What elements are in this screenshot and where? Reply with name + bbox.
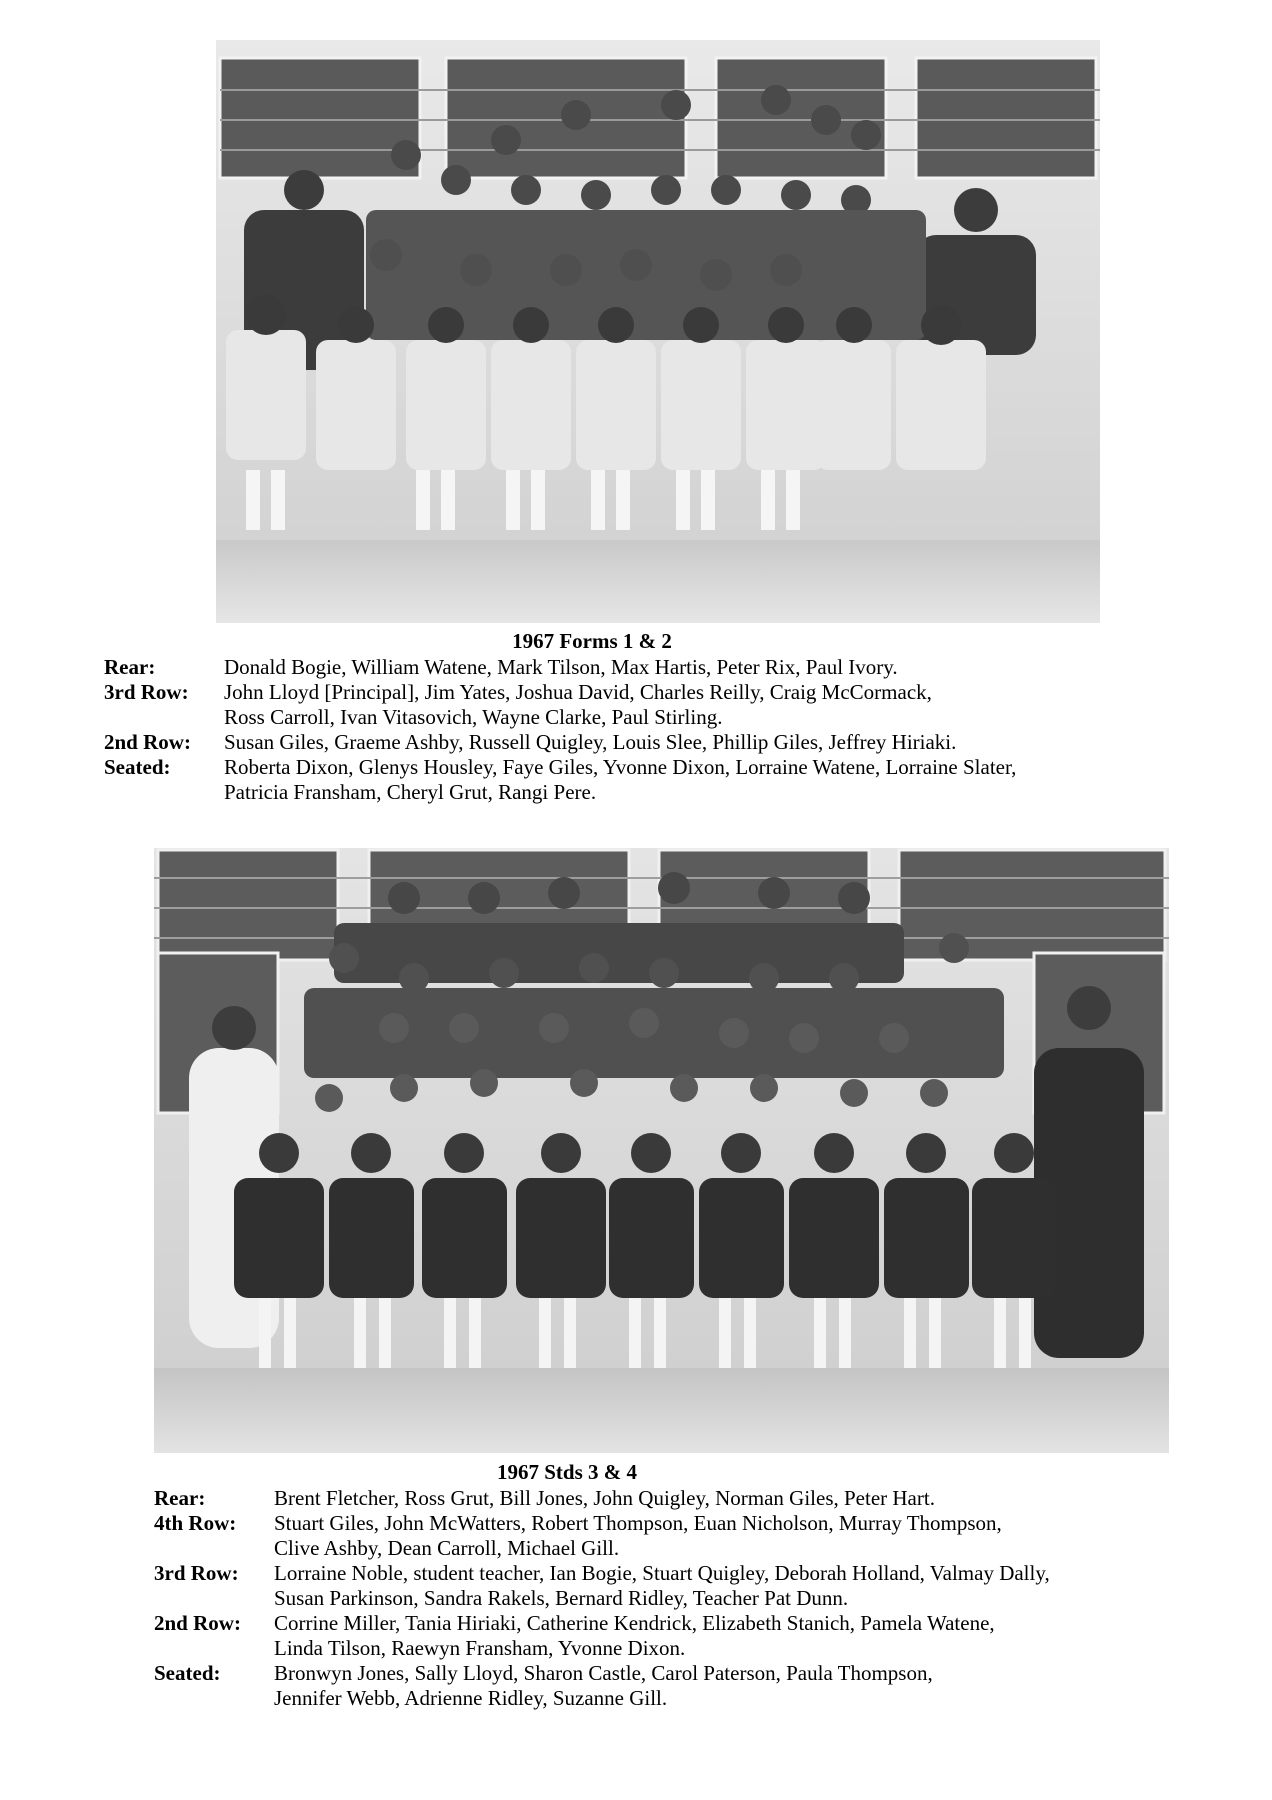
row-names: Stuart Giles, John McWatters, Robert Thompson, Euan Nicholson, Murray Thompson, (274, 1511, 1002, 1535)
row-separator: : (181, 680, 189, 704)
row-names: Susan Giles, Graeme Ashby, Russell Quigley, Louis Slee, Phillip Giles, Jeffrey Hiriaki. (224, 730, 957, 754)
caption-row (104, 730, 1224, 755)
caption-row (104, 655, 1224, 680)
row-names: Brent Fletcher, Ross Grut, Bill Jones, John Quigley, Norman Giles, Peter Hart. (274, 1486, 935, 1510)
caption-row (154, 1661, 1254, 1686)
row-label: 4th Row (154, 1511, 230, 1535)
row-separator: : (163, 755, 171, 779)
caption-title: 1967 Forms 1 & 2 (512, 629, 672, 653)
caption-row (104, 680, 1224, 705)
row-names: Clive Ashby, Dean Carroll, Michael Gill. (274, 1536, 620, 1560)
row-names: Bronwyn Jones, Sally Lloyd, Sharon Castle, Carol Paterson, Paula Thompson, (274, 1661, 933, 1685)
caption-row (154, 1561, 1254, 1586)
caption-row (104, 780, 1224, 805)
group-photo-icon (154, 848, 1169, 1453)
row-names: Jennifer Webb, Adrienne Ridley, Suzanne Gill. (274, 1686, 668, 1710)
caption-row (154, 1536, 1254, 1561)
row-names: Roberta Dixon, Glenys Housley, Faye Giles, Yvonne Dixon, Lorraine Watene, Lorraine Slater, (224, 755, 1017, 779)
row-names: John Lloyd [Principal], Jim Yates, Joshua David, Charles Reilly, Craig McCormack, (224, 680, 932, 704)
row-names: Lorraine Noble, student teacher, Ian Bogie, Stuart Quigley, Deborah Holland, Valmay Dally, (274, 1561, 1050, 1585)
group-photo-icon (216, 40, 1100, 623)
row-names: Corrine Miller, Tania Hiriaki, Catherine Kendrick, Elizabeth Stanich, Pamela Watene, (274, 1611, 995, 1635)
row-label: Seated (154, 1661, 214, 1685)
row-label: Rear (104, 655, 149, 679)
class-photo-forms-1-2 (216, 40, 1100, 623)
row-label: 3rd Row (154, 1561, 232, 1585)
caption-row (154, 1636, 1254, 1661)
row-separator: : (231, 1561, 239, 1585)
caption-stds-3-4 (154, 1460, 1254, 1711)
class-photo-stds-3-4 (154, 848, 1169, 1453)
row-names: Patricia Fransham, Cheryl Grut, Rangi Pere. (224, 780, 597, 804)
row-separator: : (233, 1611, 241, 1635)
caption-forms-1-2 (104, 629, 1224, 805)
row-label: 3rd Row (104, 680, 182, 704)
caption-row (154, 1586, 1254, 1611)
row-separator: : (183, 730, 191, 754)
row-names: Linda Tilson, Raewyn Fransham, Yvonne Dixon. (274, 1636, 686, 1660)
row-separator: : (198, 1486, 206, 1510)
row-label: 2nd Row (104, 730, 184, 754)
caption-row (154, 1611, 1254, 1636)
caption-title: 1967 Stds 3 & 4 (496, 1460, 638, 1484)
row-label: Seated (104, 755, 164, 779)
row-names: Donald Bogie, William Watene, Mark Tilson, Max Hartis, Peter Rix, Paul Ivory. (224, 655, 898, 679)
row-label: 2nd Row (154, 1611, 234, 1635)
row-separator: : (148, 655, 156, 679)
row-separator: : (229, 1511, 237, 1535)
row-label: Rear (154, 1486, 199, 1510)
row-names: Ross Carroll, Ivan Vitasovich, Wayne Clarke, Paul Stirling. (224, 705, 723, 729)
row-separator: : (213, 1661, 221, 1685)
caption-row (154, 1486, 1254, 1511)
row-names: Susan Parkinson, Sandra Rakels, Bernard Ridley, Teacher Pat Dunn. (274, 1586, 849, 1610)
caption-row (154, 1511, 1254, 1536)
caption-row (154, 1686, 1254, 1711)
caption-row (104, 705, 1224, 730)
caption-row (104, 755, 1224, 780)
